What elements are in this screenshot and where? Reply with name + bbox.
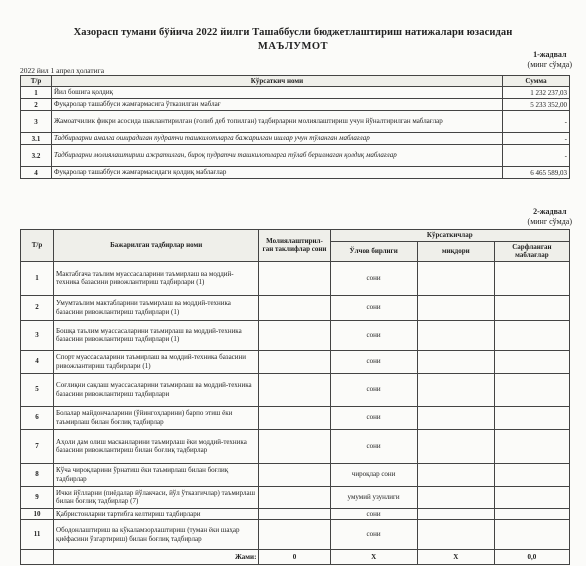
total-label: Жами: [54,550,259,565]
activity-funding [259,261,330,295]
col-funding-header: Молиялаштирил-ган таклифлар сони [259,230,330,262]
activity-measure: сони [330,429,417,463]
summary-row [21,87,570,99]
row-name: Тадбирларни молиялаштириш ажратилган, бироқ пудратчи ташкилотларга тўлаб берилмаган қолдиқ маблағлар [52,145,503,167]
activity-name: Қабристонларни тартибга келтириш тадбирлари [54,508,259,520]
activity-funding [259,373,330,406]
activity-spent [494,373,569,406]
row-amount: - [503,111,570,133]
activity-quantity [417,261,494,295]
col-num-header: Т/р [21,76,52,87]
activity-quantity [417,508,494,520]
activity-num: 4 [21,350,54,373]
summary-table-header [21,76,570,87]
activity-spent [494,320,569,350]
activity-row [21,350,570,373]
total-quantity: X [417,550,494,565]
activity-quantity [417,463,494,486]
table1-ref-label: 1-жадвал [533,50,567,59]
activity-quantity [417,295,494,320]
row-num: 4 [21,167,52,179]
document-title: Хазорасп тумани бўйича 2022 йилги Ташаббусли бюджетлаштириш натижалари юзасидан [73,27,513,38]
table2-reference [528,207,572,227]
activity-row [21,463,570,486]
table1-reference [528,50,572,70]
col-spent-header: Сарфланган маблағлар [494,241,569,261]
activity-funding [259,406,330,429]
activity-row [21,406,570,429]
activity-quantity [417,486,494,508]
row-num: 3.1 [21,133,52,145]
row-name: Фуқаролар ташаббуси жамғармасидаги қолдиқ маблағлар [52,167,503,179]
summary-row [21,99,570,111]
activity-name: Бошқа таълим муассасаларини таъмирлаш ва моддий-техника базасини ривожлантириш тадбирлари (1) [54,320,259,350]
activity-row [21,320,570,350]
activity-funding [259,520,330,550]
activity-num: 11 [21,520,54,550]
activity-num: 10 [21,508,54,520]
activity-row [21,429,570,463]
row-num: 2 [21,99,52,111]
activity-num: 3 [21,320,54,350]
activity-spent [494,520,569,550]
col-num-header: Т/р [21,230,54,262]
activity-measure: умумий узунлиги [330,486,417,508]
activity-measure: чироқлар сони [330,463,417,486]
activity-spent [494,295,569,320]
activity-num: 2 [21,295,54,320]
activity-quantity [417,520,494,550]
activity-num: 1 [21,261,54,295]
activities-table [20,229,570,565]
date-note: 2022 йил 1 апрел ҳолатига [20,66,105,75]
activity-measure: сони [330,320,417,350]
activity-row [21,373,570,406]
activity-name: Мактабгача таълим муассасаларини таъмирлаш ва моддий-техника базасини ривожлантириш тадбирлари (1) [54,261,259,295]
activity-measure: сони [330,508,417,520]
total-spent: 0,0 [494,550,569,565]
total-num-cell [21,550,54,565]
table2-ref-label: 2-жадвал [533,207,567,216]
row-name: Йил бошига қолдиқ [52,87,503,99]
summary-row [21,111,570,133]
col-measure-header: Ўлчов бирлиги [330,241,417,261]
activity-funding [259,486,330,508]
activity-spent [494,429,569,463]
row-amount: - [503,133,570,145]
col-quantity-header: миқдори [417,241,494,261]
row-amount: - [503,145,570,167]
activity-num: 5 [21,373,54,406]
activity-quantity [417,429,494,463]
activity-funding [259,295,330,320]
activity-funding [259,463,330,486]
activity-name: Умумтаълим мактабларини таъмирлаш ва моддий-техника базасини ривожлантириш тадбирлари (1) [54,295,259,320]
row-amount: 6 465 589,03 [503,167,570,179]
activity-row [21,295,570,320]
total-row [21,550,570,565]
row-num: 1 [21,87,52,99]
activity-name: Ички йўлларни (пиёдалар йўлакчаси, йўл ўтказгичлар) таъмирлаш билан боғлиқ тадбирлар (7) [54,486,259,508]
row-amount: 5 233 352,00 [503,99,570,111]
row-name: Тадбирларни амалга оширадиган пудратчи ташкилотларга бажарилган ишлар учун тўланган маблағлар [52,133,503,145]
col-activity-header: Бажарилган тадбирлар номи [54,230,259,262]
row-name: Фуқаролар ташаббуси жамғармасига ўтказилган маблағ [52,99,503,111]
table1-unit: (минг сўмда) [527,60,572,69]
activity-name: Болалар майдончаларини (ўйингоҳларини) барпо этиш ёки таъмирлаш билан боғлиқ тадбирлар [54,406,259,429]
activity-measure: сони [330,520,417,550]
total-measure: X [330,550,417,565]
activity-num: 7 [21,429,54,463]
activities-table-body [21,261,570,550]
activity-name: Кўча чироқларини ўрнатиш ёки таъмирлаш билан боғлиқ тадбирлар [54,463,259,486]
activity-row [21,261,570,295]
activity-num: 6 [21,406,54,429]
activity-row [21,508,570,520]
col-amount-header: Сумма [503,76,570,87]
activity-spent [494,350,569,373]
activity-measure: сони [330,373,417,406]
activity-name: Соғлиқни сақлаш муассасаларини таъмирлаш ва моддий-техника базасини ривожлантириш тадбирлари [54,373,259,406]
activity-funding [259,429,330,463]
summary-row [21,133,570,145]
activity-measure: сони [330,295,417,320]
activity-quantity [417,350,494,373]
activity-row [21,520,570,550]
activity-funding [259,508,330,520]
activity-num: 8 [21,463,54,486]
activity-spent [494,486,569,508]
activity-name: Ободонлаштириш ва кўкаламзорлаштириш (туман ёки шаҳар қиёфасини ўзгартириш) билан боғлиқ тадбирлар [54,520,259,550]
activities-header-row-1 [21,230,570,242]
activity-quantity [417,406,494,429]
document-subtitle: МАЪЛУМОТ [257,41,329,52]
activity-spent [494,508,569,520]
summary-row [21,167,570,179]
activity-spent [494,406,569,429]
activity-quantity [417,373,494,406]
summary-table-body [21,87,570,179]
activity-row [21,486,570,508]
activity-quantity [417,320,494,350]
activity-name: Аҳоли дам олиш масканларини таъмирлаш ёки моддий-техника базасини ривожлантириш билан боғлиқ тадбирлар [54,429,259,463]
table2-unit: (минг сўмда) [527,217,572,226]
activity-spent [494,261,569,295]
total-funding: 0 [259,550,330,565]
activity-measure: сони [330,406,417,429]
activity-funding [259,350,330,373]
summary-table [20,75,570,179]
col-indicators-header: Кўрсаткичлар [330,230,569,242]
activity-measure: сони [330,350,417,373]
row-num: 3 [21,111,52,133]
activity-spent [494,463,569,486]
row-name: Жамоатчилик фикри асосида шаклантирилган (ғолиб деб топилган) тадбирларни молиялаштириш учун йўналтирилган маблағлар [52,111,503,133]
activity-num: 9 [21,486,54,508]
activity-measure: сони [330,261,417,295]
summary-row [21,145,570,167]
activity-funding [259,320,330,350]
activity-name: Спорт муассасаларини таъмирлаш ва моддий-техника базасини ривожлантириш тадбирлари (1) [54,350,259,373]
row-amount: 1 232 237,03 [503,87,570,99]
col-name-header: Кўрсаткич номи [52,76,503,87]
row-num: 3.2 [21,145,52,167]
